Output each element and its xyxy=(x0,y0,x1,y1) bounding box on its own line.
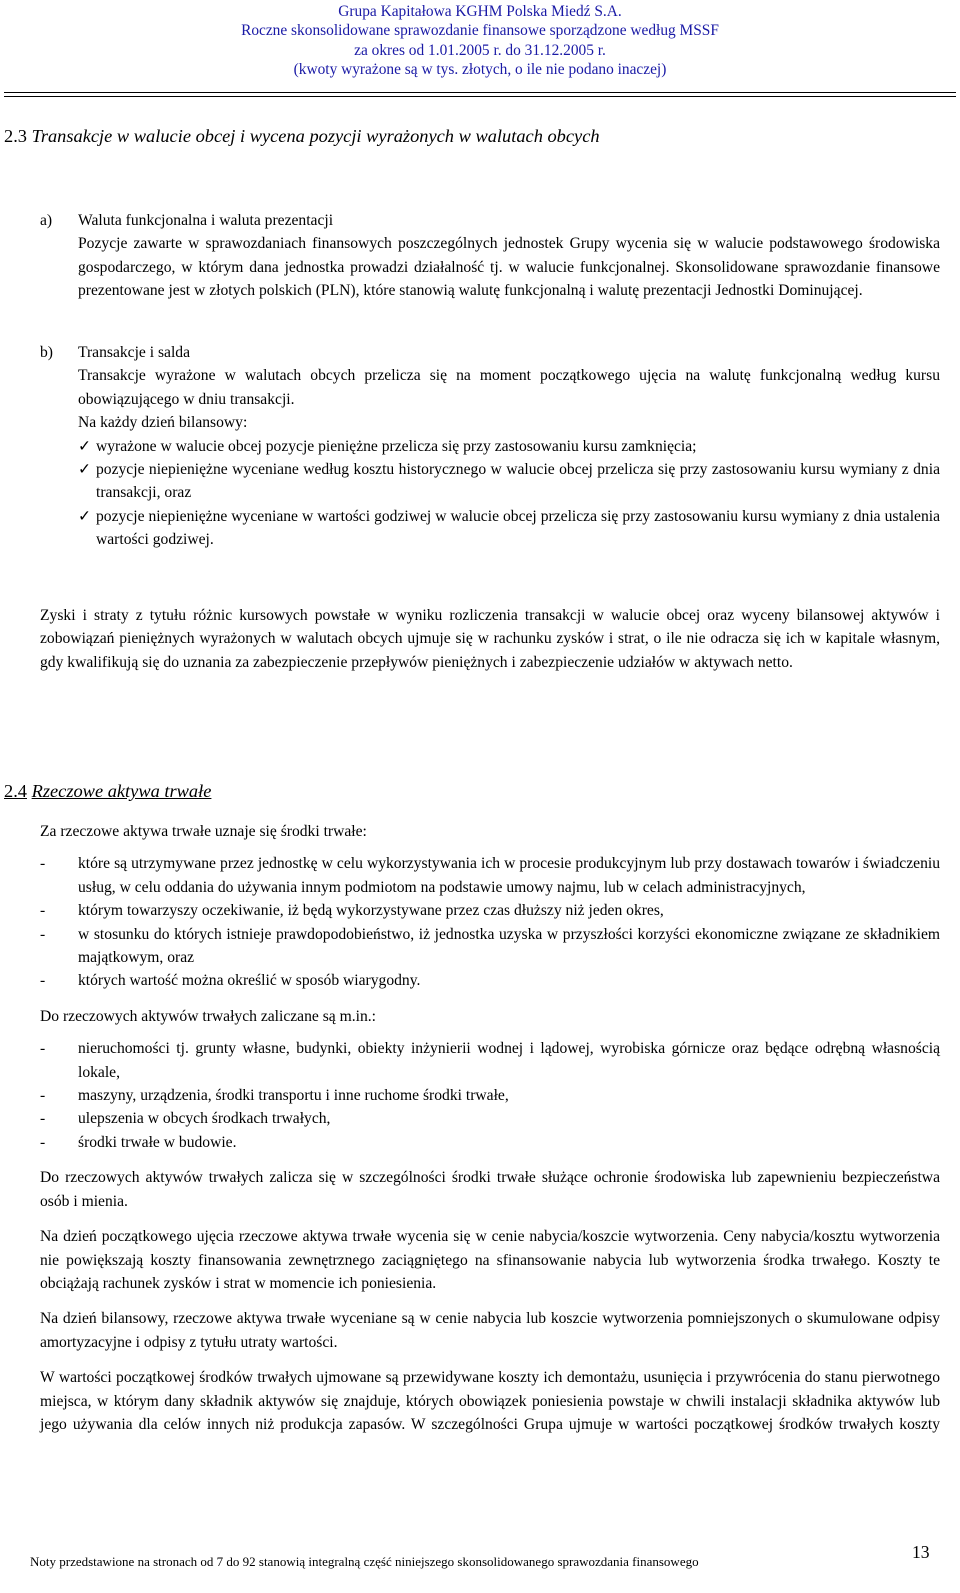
list-item xyxy=(40,923,940,970)
fx-gains-paragraph: Zyski i straty z tytułu różnic kursowych powstałe w wyniku rozliczenia transakcji w walucie obcej oraz wyceny bilansowej aktywów i zobowiązań pieniężnych wyrażonych w walutach obcych ujmuje się w rachunku zysków i strat, o ile nie odracza się ich w kapitale własnym, gdy kwalifikują się do uznania za zabezpieczenie przepływów pieniężnych i zabezpieczenie udziałów w aktywach netto. xyxy=(40,607,940,671)
check-list-item xyxy=(78,458,940,505)
list-item xyxy=(40,969,940,992)
subsection-b-text: Transakcje wyrażone w walutach obcych przelicza się na moment początkowego ujęcia na walutę funkcjonalną według kursu obowiązującego w dniu transakcji. xyxy=(78,367,940,408)
subsection-b-label: b) xyxy=(40,344,53,361)
includes-list xyxy=(40,1037,940,1154)
list-item-text: których wartość można określić w sposób wiarygodny. xyxy=(78,972,421,990)
header-report-title: Roczne skonsolidowane sprawozdanie finansowe sporządzone według MSSF xyxy=(241,22,719,40)
check-list-item-text: pozycje niepieniężne wyceniane według kosztu historycznego w walucie obcej przelicza się przy zastosowaniu kursu wymiany z dnia transakcji, oraz xyxy=(96,461,940,502)
list-item xyxy=(40,1037,940,1084)
dismantling-costs-paragraph: W wartości początkowej środków trwałych ujmowane są przewidywane koszty ich demontażu, usunięcia i przywrócenia do stanu pierwotnego miejsca, w którym dany składnik aktywów się znajduje, których obowiązek poniesienia powstaje w chwili instalacji składnika aktywów lub jego używania dla celów innych niż produkcja zapasów. W szczególności Grupa ujmuje w wartości początkowej środków trwałych koszty xyxy=(40,1369,940,1433)
section-2-4-number: 2.4 xyxy=(4,781,27,801)
dash-bullet: - xyxy=(40,972,46,990)
subsection-a-text: Pozycje zawarte w sprawozdaniach finansowych poszczególnych jednostek Grupy wycenia się w walucie podstawowego środowiska gospodarczego, w którym dana jednostka prowadzi działalność tj. w walucie funkcjonalnej. Skonsolidowane sprawozdanie finansowe prezentowane jest w złotych polskich (PLN), które stanowią walutę funkcjonalną i walutę prezentacji Jednostki Dominującej. xyxy=(78,235,940,300)
balance-sheet-valuation-paragraph: Na dzień bilansowy, rzeczowe aktywa trwałe wyceniane są w cenie nabycia lub koszcie wytworzenia pomniejszonych o skumulowane odpisy amortyzacyjne i odpisy z tytułu utraty wartości. xyxy=(40,1310,940,1351)
includes-intro: Do rzeczowych aktywów trwałych zaliczane są m.in.: xyxy=(40,1007,376,1025)
check-list-item-text: pozycje niepieniężne wyceniane w wartości godziwej w walucie obcej przelicza się przy zastosowaniu kursu wymiany z dnia ustalenia wartości godziwej. xyxy=(96,507,940,549)
list-item xyxy=(40,852,940,899)
list-item-text: nieruchomości tj. grunty własne, budynki, obiekty inżynierii wodnej i lądowej, wyrobiska górnicze oraz będące odrębną własnością lokale, xyxy=(78,1040,940,1081)
header-period: za okres od 1.01.2005 r. do 31.12.2005 r. xyxy=(354,41,606,59)
list-item xyxy=(40,899,940,922)
fixed-assets-intro: Za rzeczowe aktywa trwałe uznaje się środki trwałe: xyxy=(40,823,367,840)
page-header xyxy=(0,2,960,80)
checkmark-icon: ✓ xyxy=(78,437,92,455)
subsection-b-intro: Na każdy dzień bilansowy: xyxy=(78,414,248,432)
list-item-text: środki trwałe w budowie. xyxy=(78,1133,237,1151)
header-divider-top xyxy=(4,92,956,93)
page-footer: Noty przedstawione na stronach od 7 do 92 stanowią integralną część niniejszego skonsolidowanego sprawozdania finansowego xyxy=(30,1554,699,1569)
section-2-3-title xyxy=(4,124,600,148)
fx-gains-paragraph-block xyxy=(40,604,940,674)
header-divider-bottom xyxy=(4,96,956,97)
list-item-text: które są utrzymywane przez jednostkę w celu wykorzystywania ich w procesie produkcyjnym lub przy dostawach towarów i świadczeniu usług, w celu oddania do używania innym podmiotom na podstawie umowy najmu, lub w celach administracyjnych, xyxy=(78,855,940,896)
check-list xyxy=(78,435,940,552)
subsection-a-heading: Waluta funkcjonalna i waluta prezentacji xyxy=(78,212,334,229)
section-2-4-title xyxy=(4,779,211,803)
check-list-item-text: wyrażone w walucie obcej pozycje pieniężne przelicza się przy zastosowaniu kursu zamknięcia; xyxy=(96,437,697,455)
section-2-3-number: 2.3 xyxy=(4,126,27,146)
header-company: Grupa Kapitałowa KGHM Polska Miedź S.A. xyxy=(338,3,622,20)
page-number: 13 xyxy=(912,1542,930,1562)
list-item xyxy=(40,1131,940,1154)
dash-bullet: - xyxy=(40,902,46,920)
list-item-text: w stosunku do których istnieje prawdopodobieństwo, iż jednostka uzyska w przyszłości korzyści ekonomiczne związane ze składnikiem majątkowym, oraz xyxy=(78,925,940,967)
section-2-4-heading: Rzeczowe aktywa trwałe xyxy=(31,781,212,801)
subsection-b-heading: Transakcje i salda xyxy=(78,344,191,361)
dash-bullet: - xyxy=(40,925,46,943)
initial-recognition-paragraph: Na dzień początkowego ujęcia rzeczowe aktywa trwałe wycenia się w cenie nabycia/koszcie wytworzenia. Ceny nabycia/kosztu wytworzenia nie powiększają koszty finansowania zewnętrznego zaciągniętego na sfinansowanie nabycia lub wytworzenia środka trwałego. Koszty te obciążają rachunek zysków i strat w momencie ich poniesienia. xyxy=(40,1228,940,1292)
subsection-a-label: a) xyxy=(40,212,53,229)
dash-bullet: - xyxy=(40,1133,46,1151)
criteria-list xyxy=(40,852,940,992)
check-list-item xyxy=(78,505,940,552)
header-units-note: (kwoty wyrażone są w tys. złotych, o ile nie podano inaczej) xyxy=(293,61,667,79)
environment-paragraph: Do rzeczowych aktywów trwałych zalicza się w szczególności środki trwałe służące ochronie środowiska lub zapewnieniu bezpieczeństwa osób i mienia. xyxy=(40,1169,940,1210)
checkmark-icon: ✓ xyxy=(78,461,92,479)
list-item-text: ulepszenia w obcych środkach trwałych, xyxy=(78,1110,331,1128)
list-item-text: maszyny, urządzenia, środki transportu i inne ruchome środki trwałe, xyxy=(78,1087,509,1105)
subsection-b xyxy=(40,341,940,552)
dash-bullet: - xyxy=(40,1110,46,1128)
checkmark-icon: ✓ xyxy=(78,507,92,525)
section-2-3-heading: Transakcje w walucie obcej i wycena pozycji wyrażonych w walutach obcych xyxy=(31,126,600,146)
dash-bullet: - xyxy=(40,1040,46,1058)
dash-bullet: - xyxy=(40,1087,46,1105)
list-item xyxy=(40,1107,940,1130)
subsection-a xyxy=(40,209,940,303)
dash-bullet: - xyxy=(40,855,46,873)
list-item xyxy=(40,1084,940,1107)
section-2-4-body xyxy=(40,820,940,1436)
list-item-text: którym towarzyszy oczekiwanie, iż będą wykorzystywane przez czas dłuższy niż jeden okres, xyxy=(78,902,664,920)
check-list-item xyxy=(78,435,940,458)
